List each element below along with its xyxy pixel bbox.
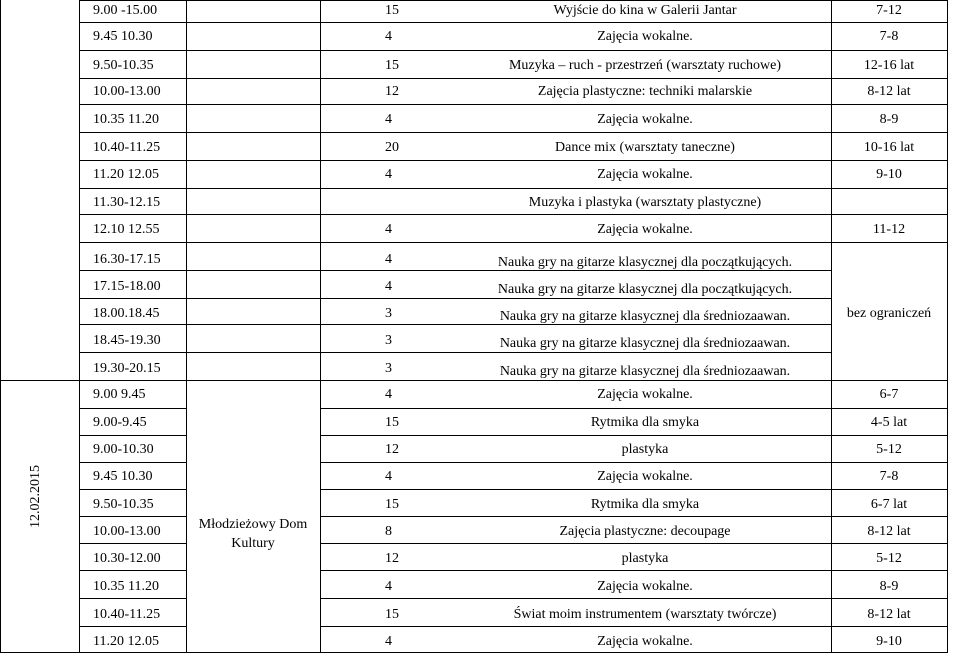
time-cell: 10.35 11.20 [93, 579, 159, 594]
room-cell: 12 [385, 84, 399, 99]
time-cell: 10.30-12.00 [93, 551, 161, 566]
room-cell: 15 [385, 3, 399, 18]
time-cell: 9.00 -15.00 [93, 3, 158, 18]
time-cell: 10.35 11.20 [93, 112, 159, 127]
time-cell: 11.20 12.05 [93, 167, 159, 182]
grid-hline [79, 160, 948, 161]
activity-cell: plastyka [621, 551, 669, 566]
grid-hline [79, 489, 187, 490]
room-cell: 8 [385, 524, 392, 539]
grid-hline [79, 408, 187, 409]
grid-vline [831, 0, 832, 653]
time-cell: 9.00-10.30 [93, 442, 154, 457]
room-cell: 3 [385, 361, 392, 376]
activity-cell: Nauka gry na gitarze klasycznej dla średniozaawan. [499, 336, 791, 351]
time-cell: 12.10 12.55 [93, 222, 160, 237]
grid-hline [0, 652, 948, 653]
age-cell: bez ograniczeń [846, 306, 932, 321]
room-cell: 3 [385, 333, 392, 348]
age-cell: 10-16 lat [863, 140, 915, 155]
activity-cell: Muzyka – ruch - przestrzeń (warsztaty ruchowe) [508, 58, 782, 73]
grid-hline [320, 408, 948, 409]
age-cell: 8-12 lat [867, 524, 911, 539]
time-cell: 11.30-12.15 [93, 195, 161, 210]
grid-hline [79, 570, 187, 571]
activity-cell: plastyka [621, 442, 669, 457]
activity-cell: Zajęcia wokalne. [597, 29, 693, 44]
time-cell: 9.45 10.30 [93, 29, 153, 44]
age-cell: 9-10 [876, 634, 902, 649]
grid-hline [320, 598, 948, 599]
activity-cell: Zajęcia wokalne. [597, 387, 693, 402]
grid-hline [79, 188, 948, 189]
grid-hline [79, 324, 832, 325]
time-cell: 11.20 12.05 [93, 634, 159, 649]
activity-cell: Rytmika dla smyka [590, 497, 700, 512]
grid-hline [79, 462, 187, 463]
activity-cell: Zajęcia wokalne. [597, 167, 693, 182]
room-cell: 15 [385, 415, 399, 430]
grid-hline [79, 78, 948, 79]
age-cell: 8-9 [879, 579, 899, 594]
age-cell: 5-12 [876, 442, 902, 457]
grid-vline [947, 0, 948, 653]
age-cell: 6-7 lat [870, 497, 908, 512]
activity-cell: Zajęcia wokalne. [597, 634, 693, 649]
grid-hline [320, 462, 948, 463]
time-cell: 9.50-10.35 [93, 497, 154, 512]
age-cell: 12-16 lat [863, 58, 915, 73]
age-cell: 6-7 [879, 387, 899, 402]
time-cell: 9.00 9.45 [93, 387, 146, 402]
grid-hline [79, 104, 948, 105]
grid-hline [79, 298, 832, 299]
age-cell: 7-12 [876, 3, 902, 18]
grid-hline [320, 570, 948, 571]
activity-cell: Zajęcia wokalne. [597, 112, 693, 127]
activity-cell: Nauka gry na gitarze klasycznej dla początkujących. [497, 255, 793, 270]
time-cell: 10.40-11.25 [93, 140, 161, 155]
grid-hline [79, 0, 948, 1]
room-cell: 12 [385, 551, 399, 566]
activity-cell: Muzyka i plastyka (warsztaty plastyczne) [528, 195, 762, 210]
room-cell: 4 [385, 252, 392, 267]
place-label: Młodzieżowy Dom Kultury [198, 517, 308, 551]
age-cell: 4-5 lat [870, 415, 908, 430]
activity-cell: Zajęcia wokalne. [597, 469, 693, 484]
room-cell: 4 [385, 112, 392, 127]
age-cell: 8-12 lat [867, 84, 911, 99]
grid-hline [79, 270, 832, 271]
age-cell: 11-12 [872, 222, 906, 237]
time-cell: 19.30-20.15 [93, 361, 161, 376]
room-cell: 12 [385, 442, 399, 457]
room-cell: 4 [385, 279, 392, 294]
room-cell: 4 [385, 579, 392, 594]
time-cell: 9.45 10.30 [93, 469, 153, 484]
activity-cell: Wyjście do kina w Galerii Jantar [553, 3, 737, 18]
grid-vline [0, 0, 1, 653]
grid-hline [79, 50, 948, 51]
activity-cell: Zajęcia plastyczne: techniki malarskie [537, 84, 753, 99]
room-cell: 4 [385, 222, 392, 237]
room-cell: 3 [385, 306, 392, 321]
room-cell: 15 [385, 497, 399, 512]
grid-vline [320, 0, 321, 653]
activity-cell: Rytmika dla smyka [590, 415, 700, 430]
time-cell: 17.15-18.00 [93, 279, 161, 294]
grid-hline [320, 543, 948, 544]
time-cell: 9.00-9.45 [93, 415, 147, 430]
room-cell: 4 [385, 29, 392, 44]
age-cell: 5-12 [876, 551, 902, 566]
time-cell: 10.40-11.25 [93, 607, 161, 622]
grid-hline [320, 626, 948, 627]
time-cell: 10.00-13.00 [93, 524, 161, 539]
activity-cell: Zajęcia wokalne. [597, 222, 693, 237]
age-cell: 7-8 [879, 469, 899, 484]
room-cell: 20 [385, 140, 399, 155]
grid-hline [320, 435, 948, 436]
activity-cell: Dance mix (warsztaty taneczne) [555, 140, 735, 155]
room-cell: 4 [385, 634, 392, 649]
activity-cell: Nauka gry na gitarze klasycznej dla średniozaawan. [499, 309, 791, 324]
time-cell: 16.30-17.15 [93, 252, 161, 267]
time-cell: 9.50-10.35 [93, 58, 154, 73]
grid-hline [320, 516, 948, 517]
grid-hline [0, 380, 948, 381]
grid-hline [79, 543, 187, 544]
age-cell: 8-12 lat [867, 607, 911, 622]
grid-hline [79, 214, 948, 215]
age-cell: 9-10 [876, 167, 902, 182]
room-cell: 4 [385, 387, 392, 402]
grid-hline [79, 626, 187, 627]
activity-cell: Nauka gry na gitarze klasycznej dla średniozaawan. [499, 364, 791, 379]
grid-vline [79, 0, 80, 653]
activity-cell: Zajęcia wokalne. [597, 579, 693, 594]
time-cell: 10.00-13.00 [93, 84, 161, 99]
room-cell: 15 [385, 58, 399, 73]
time-cell: 18.45-19.30 [93, 333, 161, 348]
room-cell: 4 [385, 469, 392, 484]
grid-hline [79, 242, 948, 243]
age-cell: 7-8 [879, 29, 899, 44]
grid-hline [79, 598, 187, 599]
grid-hline [320, 489, 948, 490]
grid-hline [79, 132, 948, 133]
activity-cell: Zajęcia plastyczne: decoupage [559, 524, 731, 539]
age-cell: 8-9 [879, 112, 899, 127]
grid-vline [186, 0, 187, 653]
room-cell: 15 [385, 607, 399, 622]
grid-hline [79, 352, 832, 353]
activity-cell: Nauka gry na gitarze klasycznej dla początkujących. [497, 282, 793, 297]
grid-hline [79, 435, 187, 436]
activity-cell: Świat moim instrumentem (warsztaty twórcze) [513, 607, 777, 622]
date-label: 12.02.2015 [28, 465, 43, 528]
room-cell: 4 [385, 167, 392, 182]
grid-hline [79, 516, 187, 517]
time-cell: 18.00.18.45 [93, 306, 160, 321]
grid-hline [79, 22, 948, 23]
